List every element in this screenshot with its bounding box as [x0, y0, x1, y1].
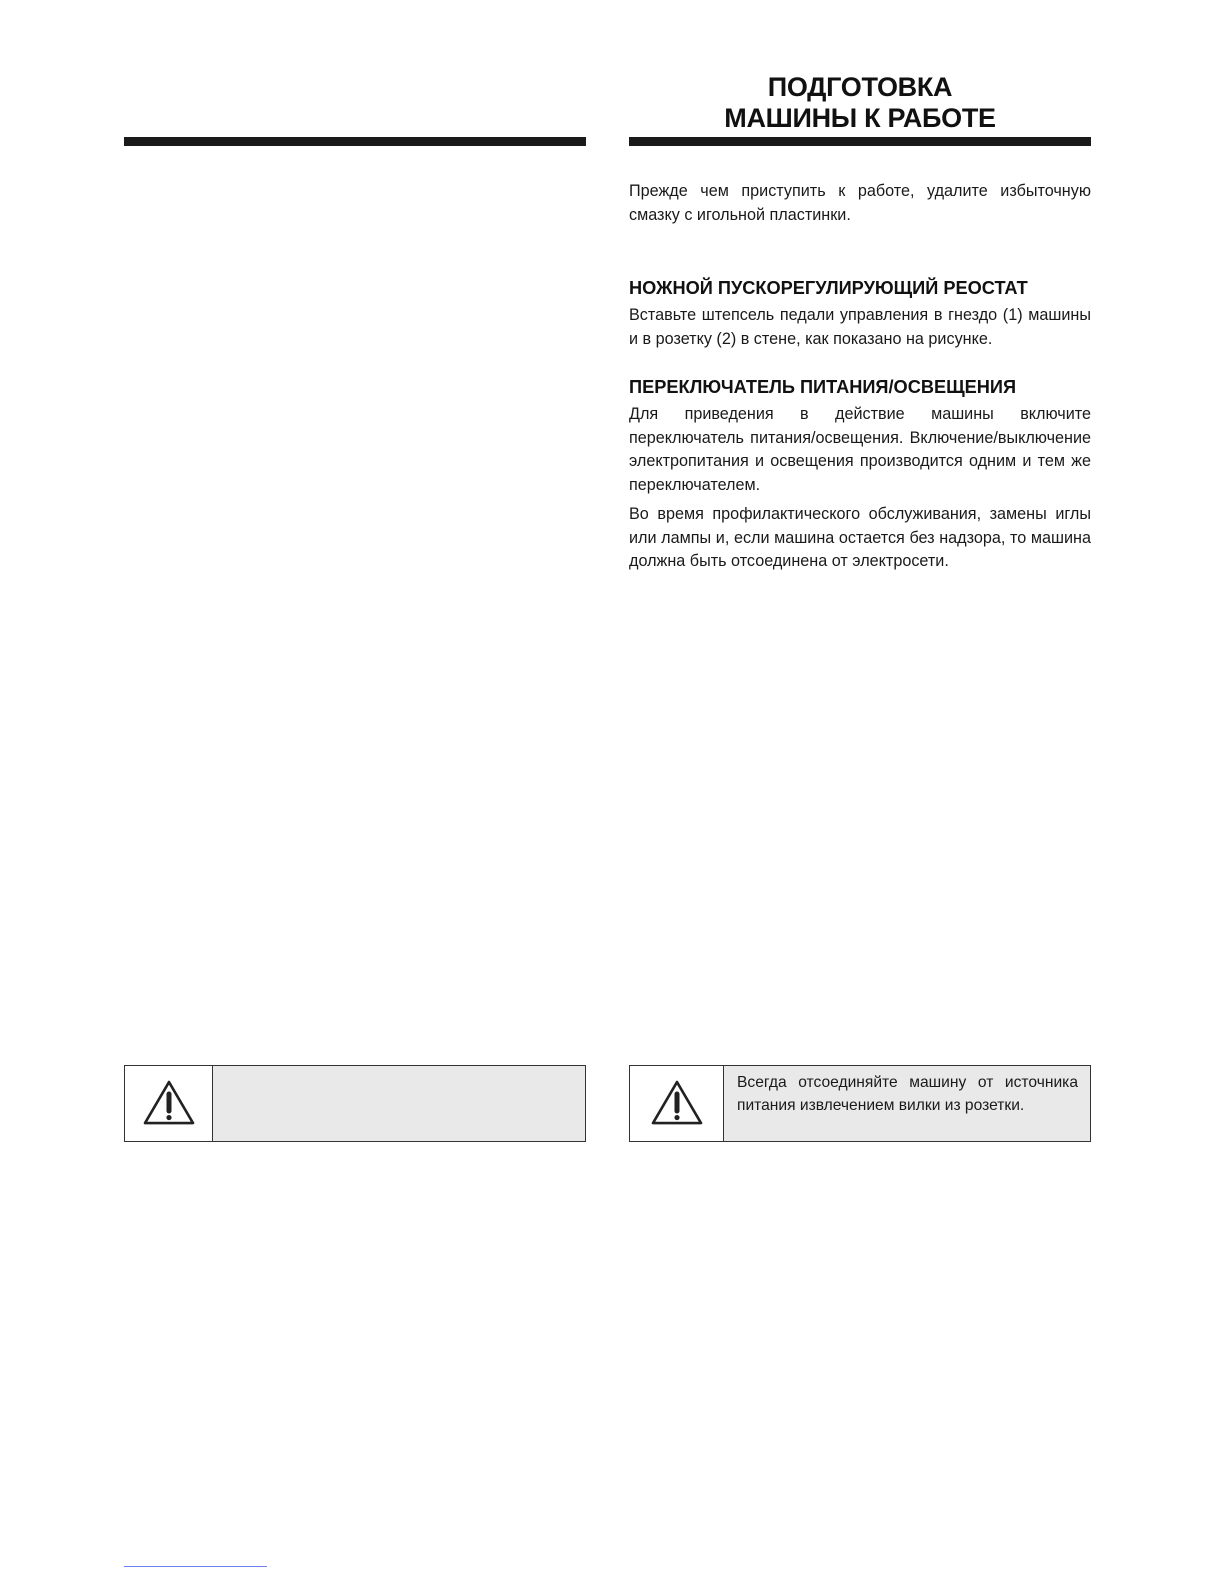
warning-triangle-icon: [142, 1079, 196, 1127]
footer-link-underline: [124, 1566, 267, 1567]
power-switch-heading: ПЕРЕКЛЮЧАТЕЛЬ ПИТАНИЯ/ОСВЕЩЕНИЯ: [629, 377, 1017, 397]
warning-text: Всегда отсоединяйте машину от источника питания извлечением вилки из розетки.: [737, 1074, 1078, 1114]
warning-icon-cell: [630, 1066, 724, 1141]
page-title-line-1: ПОДГОТОВКА: [767, 72, 953, 102]
maintenance-paragraph: Во время профилактического обслуживания, замены иглы или лампы и, если машина остается без надзора, то машина должна быть отсоединена от электросети.: [629, 505, 1091, 570]
warning-box-right: [629, 1065, 1091, 1142]
warning-box-left: [124, 1065, 586, 1142]
power-switch-paragraph: Для приведения в действие машины включите переключатель питания/освещения. Включение/выключение электропитания и освещения производится одним и тем же переключателем.: [629, 405, 1091, 494]
page-title-line-2: МАШИНЫ К РАБОТЕ: [724, 103, 996, 133]
warning-triangle-icon: [650, 1079, 704, 1127]
foot-control-paragraph: Вставьте штепсель педали управления в гнездо (1) машины и в розетку (2) в стене, как показано на рисунке.: [629, 306, 1091, 348]
right-column-rule: [629, 137, 1091, 146]
intro-paragraph: Прежде чем приступить к работе, удалите избыточную смазку с игольной пластинки.: [629, 182, 1091, 224]
foot-control-heading: НОЖНОЙ ПУСКОРЕГУЛИРУЮЩИЙ РЕОСТАТ: [629, 278, 1028, 298]
page-title: [630, 72, 1090, 134]
left-column-rule: [124, 137, 586, 146]
warning-icon-cell: [125, 1066, 213, 1141]
